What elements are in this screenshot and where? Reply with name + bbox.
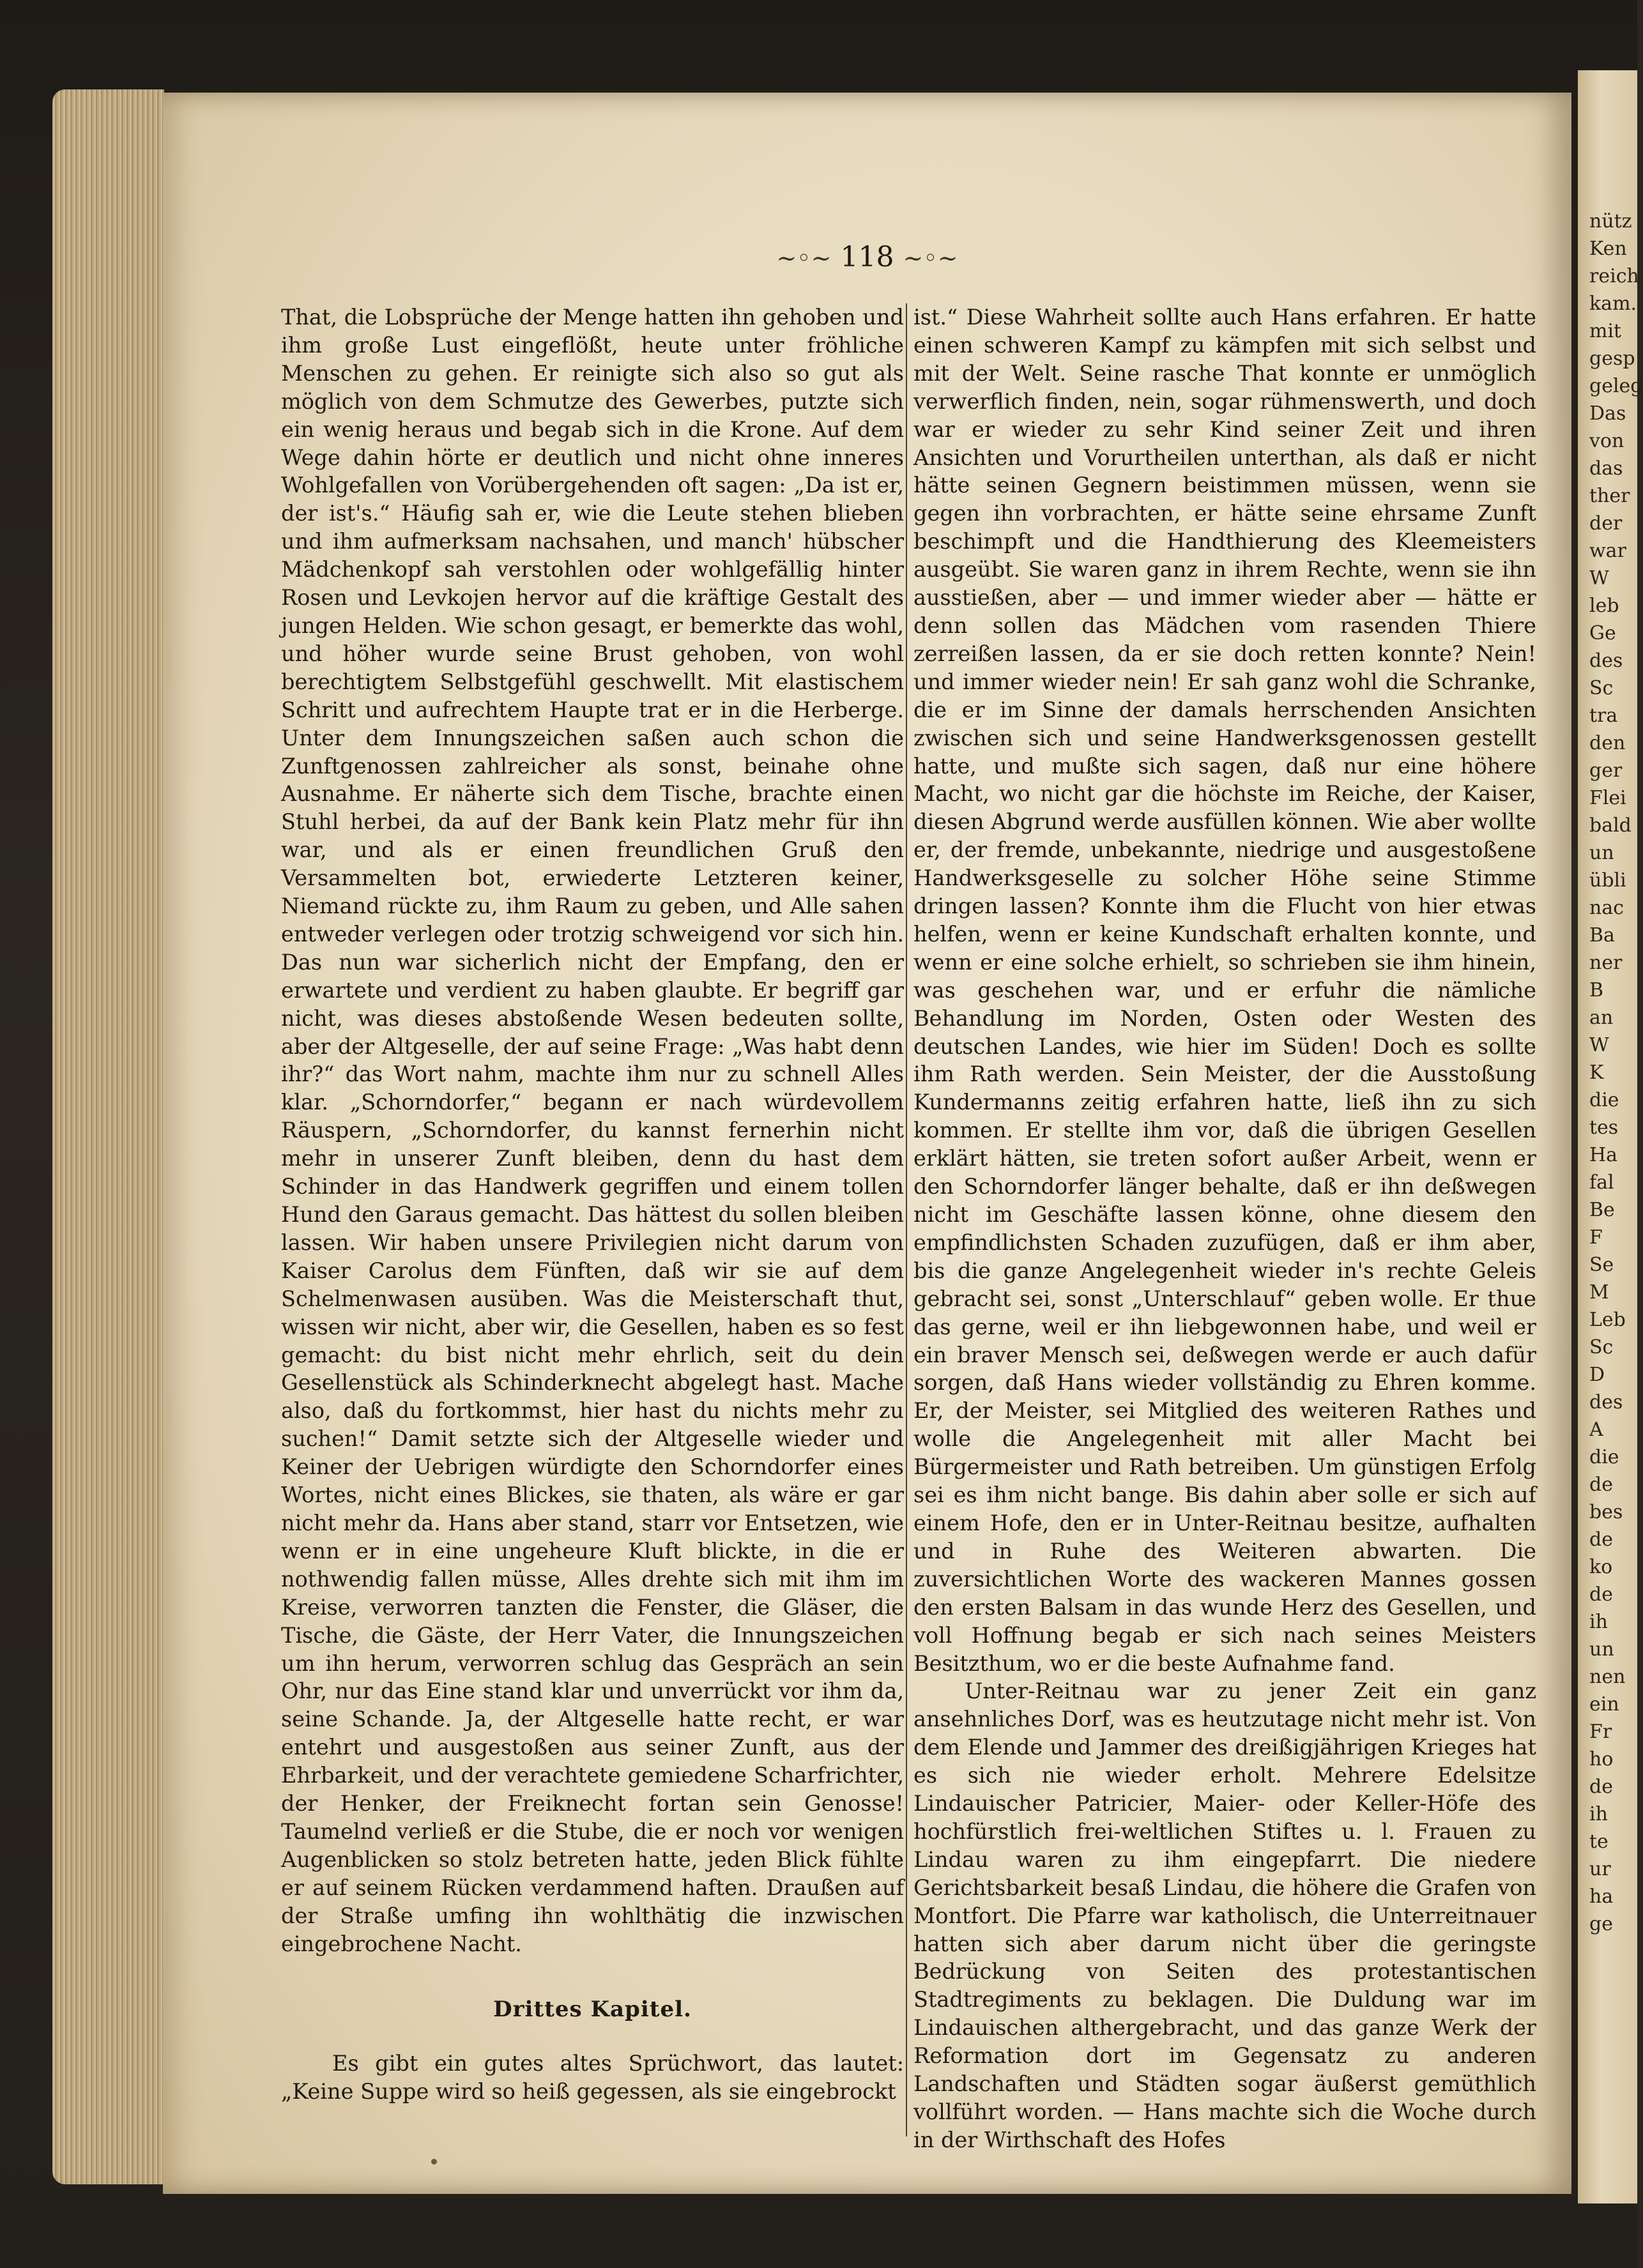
facing-page-fragment: un — [1589, 1638, 1614, 1661]
facing-page-fragment: D — [1589, 1364, 1605, 1386]
facing-page-fragment: Sc — [1589, 1336, 1614, 1359]
chapter-title: Drittes Kapitel. — [493, 1997, 692, 2023]
facing-page-fragment: an — [1589, 1007, 1614, 1029]
facing-page-fragment: ge — [1589, 1913, 1613, 1935]
facing-page-fragment: Sc — [1589, 677, 1614, 699]
page-stack-edge — [52, 89, 164, 2184]
column-divider — [906, 303, 907, 2136]
left-column — [281, 303, 904, 2106]
page-header — [163, 241, 1571, 273]
page-number: 118 — [840, 241, 894, 273]
facing-page-fragment: die — [1589, 1446, 1619, 1468]
right-paragraph-2: Unter-Reitnau war zu jener Zeit ein ganz ansehnliches Dorf, was es heutzutage nicht mehr ist. Von dem Elende und Jammer des dreißigjährigen Krieges hat es sich nie wieder erholt. Mehrere Edelsitze Lindauischer Patricier, Maier- oder Keller-Höfe des hochfürstlich frei-weltlichen Stiftes u. l. Frauen zu Lindau waren zu ihm eingepfarrt. Die niedere Gerichtsbarkeit besaß Lindau, die höhere die Grafen von Montfort. Die Pfarre war katholisch, die Unterreitnauer hatten sich aber darum nicht über die geringste Bedrückung von Seiten des protestantischen Stadtregiments zu beklagen. Die Duldung war im Lindauischen althergebracht, und das ganze Werk der Reformation dort im Gegensatz zu anderen Landschaften und Städten sogar äußerst gemüthlich vollführt worden. — Hans machte sich die Woche durch in der Wirthschaft des Hofes — [913, 1678, 1536, 2152]
facing-page-fragment: un — [1589, 842, 1614, 864]
facing-page-fragment: F — [1589, 1226, 1603, 1249]
facing-page-fragment: ko — [1589, 1556, 1613, 1578]
facing-page-fragment: Leb — [1589, 1309, 1626, 1331]
facing-page-fragment: Be — [1589, 1199, 1615, 1221]
facing-page-fragment: ih — [1589, 1803, 1608, 1825]
facing-page-fragment: war — [1589, 540, 1626, 562]
facing-page-fragment: mit — [1589, 320, 1622, 342]
facing-page-fragment: übli — [1589, 869, 1626, 892]
facing-page-fragment: ih — [1589, 1611, 1608, 1633]
facing-page-fragment: ho — [1589, 1748, 1614, 1770]
facing-page-fragment: Das — [1589, 402, 1626, 425]
facing-page-fragment: bald — [1589, 814, 1632, 837]
facing-page-fragment: geleg — [1589, 375, 1643, 397]
facing-page-fragment: Ha — [1589, 1144, 1618, 1166]
facing-page-edge — [1578, 70, 1643, 2203]
facing-page-fragment: Flei — [1589, 787, 1626, 809]
facing-page-fragment: ner — [1589, 952, 1623, 974]
facing-page-fragment: die — [1589, 1089, 1619, 1111]
facing-page-fragment: de — [1589, 1583, 1613, 1606]
right-column — [913, 303, 1536, 2154]
left-paragraph-1: That, die Lobsprüche der Menge hatten ihn gehoben und ihm große Lust eingeflößt, heute unter fröhliche Menschen zu gehen. Er reinigte sich also so gut als möglich von dem Schmutze des Gewerbes, putzte sich ein wenig heraus und begab sich in die Krone. Auf dem Wege dahin hörte er deutlich und nicht ohne inneres Wohlgefallen von Vorübergehenden oft sagen: „Da ist er, der ist's.“ Häufig sah er, wie die Leute stehen blieben und ihm aufmerksam nachsahen, und manch' hübscher Mädchenkopf sah verstohlen oder wohlgefällig hinter Rosen und Levkojen hervor auf die kräftige Gestalt des jungen Helden. Wie schon gesagt, er bemerkte das wohl, und höher wurde seine Brust gehoben, von wohl berechtigtem Selbstgefühl geschwellt. Mit elastischem Schritt und aufrechtem Haupte trat er in die Herberge. Unter dem Innungszeichen saßen auch schon die Zunftgenossen zahlreicher als sonst, beinahe ohne Ausnahme. Er näherte sich dem Tische, brachte einen Stuhl herbei, da auf der Bank kein Platz mehr für ihn war, und als er einen freundlichen Gruß den Versammelten bot, erwiederte Letzteren keiner, Niemand rückte zu, ihm Raum zu geben, und Alle sahen entweder verlegen oder trotzig schweigend vor sich hin. Das nun war sicherlich nicht der Empfang, den er erwartete und verdient zu haben glaubte. Er begriff gar nicht, was dieses abstoßende Wesen bedeuten sollte, aber der Altgeselle, der auf seine Frage: „Was habt denn ihr?“ das Wort nahm, machte ihm nur zu schnell Alles klar. „Schorndorfer,“ begann er nach würdevollem Räuspern, „Schorndorfer, du kannst fernerhin nicht mehr in unserer Zunft bleiben, denn du hast dem Schinder in das Handwerk gegriffen und einem tollen Hund den Garaus gemacht. Das hättest du sollen bleiben lassen. Wir haben unsere Privilegien nicht darum von Kaiser Carolus dem Fünften, daß wir sie auf dem Schelmenwasen ausüben. Was die Meisterschaft thut, wissen wir nicht, aber wir, die Gesellen, haben es so fest gemacht: du bist nicht mehr ehrlich, seit du dein Gesellenstück als Schinderknecht abgelegt hast. Mache also, daß du fortkommst, hier hast du nichts mehr zu suchen!“ Damit setzte sich der Altgeselle wieder und Keiner der Uebrigen würdigte den Schorndorfer eines Wortes, nicht eines Blickes, sie thaten, als wäre er gar nicht mehr da. Hans aber stand, starr vor Entsetzen, wie wenn er in eine ungeheure Kluft blickte, in die er nothwendig fallen müsse, Alles drehte sich mit ihm im Kreise, verworren tanzten die Fenster, die Gläser, die Tische, die Gäste, der Herr Vater, die Innungszeichen um ihn herum, verworren schlug das Gespräch an sein Ohr, nur das Eine stand klar und unverrückt vor ihm da, seine Schande. Ja, der Altgeselle hatte recht, er war entehrt und ausgestoßen aus seiner Zunft, aus der Ehrbarkeit, und der verachtete gemiedene Scharfrichter, der Henker, der Freiknecht fortan sein Genosse! Taumelnd verließ er die Stube, die er noch vor wenigen Augenblicken so stolz betreten hatte, jeden Blick fühlte er auf seinem Rücken verdammend haften. Draußen auf der Straße umfing ihn wohlthätig die inzwischen eingebrochene Nacht. — [281, 305, 904, 1956]
facing-page-fragment: leb — [1589, 595, 1619, 617]
book-page — [163, 93, 1571, 2194]
facing-page-fragment: der — [1589, 512, 1623, 535]
facing-page-fragment: nütz — [1589, 210, 1632, 232]
facing-page-fragment: des — [1589, 1391, 1623, 1413]
facing-page-fragment: Se — [1589, 1254, 1614, 1276]
facing-page-fragment: te — [1589, 1830, 1609, 1853]
facing-page-fragment: ger — [1589, 759, 1623, 782]
facing-page-fragment: de — [1589, 1528, 1613, 1551]
facing-page-fragment: de — [1589, 1776, 1613, 1798]
facing-page-fragment: W — [1589, 567, 1609, 590]
facing-page-fragment: tra — [1589, 704, 1618, 727]
facing-page-fragment: Ge — [1589, 622, 1616, 644]
facing-page-fragment: Ken — [1589, 238, 1627, 260]
facing-page-fragment: bes — [1589, 1501, 1623, 1523]
facing-page-fragment: ha — [1589, 1885, 1614, 1908]
facing-page-fragment: tes — [1589, 1116, 1619, 1139]
facing-page-fragment: von — [1589, 430, 1624, 452]
facing-page-fragment: nac — [1589, 897, 1624, 919]
facing-page-fragment: K — [1589, 1062, 1604, 1084]
facing-page-fragment: ein — [1589, 1693, 1619, 1716]
header-ornament-right-icon: ~◦~ — [903, 244, 958, 272]
facing-page-fragment: gesp — [1589, 347, 1635, 370]
facing-page-fragment: ther — [1589, 485, 1630, 507]
facing-page-fragment: Ba — [1589, 924, 1615, 947]
facing-page-fragment: fal — [1589, 1171, 1614, 1194]
facing-page-fragment: B — [1589, 979, 1604, 1001]
facing-page-fragment: Fr — [1589, 1721, 1612, 1743]
header-ornament-left-icon: ~◦~ — [776, 244, 832, 272]
facing-page-fragment: des — [1589, 650, 1623, 672]
right-paragraph-1: ist.“ Diese Wahrheit sollte auch Hans erfahren. Er hatte einen schweren Kampf zu kämpfen mit sich selbst und mit der Welt. Seine rasche That konnte er unmöglich verwerflich finden, nein, sogar rühmenswerth, und doch war er wieder zu sehr Kind seiner Zeit und ihren Ansichten und Vorurtheilen unterthan, als daß er nicht hätte seinen Gegnern beistimmen müssen, wenn sie gegen ihn vorbrachten, er hätte seine ehrsame Zunft beschimpft und die Handthierung des Kleemeisters ausgeübt. Sie waren ganz in ihrem Rechte, wenn sie ihn ausstießen, aber — und immer wieder aber — hätte er denn sollen das Mädchen vom rasenden Thiere zerreißen lassen, da er sie doch retten konnte? Nein! und immer wieder nein! Er sah ganz wohl die Schranke, die er im Sinne der damals herrschenden Ansichten zwischen sich und seine Handwerksgenossen gestellt hatte, und mußte sich sagen, daß nur eine höhere Macht, wo nicht gar die höchste im Reiche, der Kaiser, diesen Abgrund werde ausfüllen können. Wie aber wollte er, der fremde, unbekannte, niedrige und ausgestoßene Handwerksgeselle zu solcher Höhe seine Stimme dringen lassen? Konnte ihm die Flucht von hier etwas helfen, wenn er keine Kundschaft erhalten konnte, und wenn er eine solche erhielt, so schrieben sie ihm hinein, was geschehen war, und er erfuhr die nämliche Behandlung im Norden, Osten oder Westen des deutschen Landes, wie hier im Süden! Doch es sollte ihm Rath werden. Sein Meister, der die Ausstoßung Kundermanns zeitig erfahren hatte, ließ ihn zu sich kommen. Er stellte ihm vor, daß die übrigen Gesellen erklärt hätten, sie treten sofort außer Arbeit, wenn er den Schorndorfer länger behalte, daß er ihn deßwegen nicht im Geschäfte lassen könne, ohne diesem den empfindlichsten Schaden zuzufügen, daß er ihm aber, bis die ganze Angelegenheit wieder in's rechte Geleis gebracht sei, sonst „Unterschlauf“ geben wolle. Er thue das gerne, weil er ihn liebgewonnen habe, und weil er ein braver Mensch sei, deßwegen werde er auch dafür sorgen, daß Hans wieder vollständig zu Ehren komme. Er, der Meister, sei Mitglied des weiteren Rathes und wolle die Angelegenheit mit aller Macht bei Bürgermeister und Rath betreiben. Um günstigen Erfolg sei es ihm nicht bange. Bis dahin aber solle er sich auf einem Hofe, den er in Unter-Reitnau besitze, aufhalten und in Ruhe des Weiteren abwarten. Die zuversichtlichen Worte des wackeren Mannes gossen den ersten Balsam in das wunde Herz des Gesellen, und voll Hoffnung begab er sich nach seines Meisters Besitzthum, wo er die beste Aufnahme fand. — [913, 305, 1537, 1676]
facing-page-fragment: den — [1589, 732, 1626, 754]
facing-page-fragment: reich — [1589, 265, 1639, 287]
facing-page-fragment: nen — [1589, 1666, 1626, 1688]
facing-page-text — [1578, 208, 1643, 1938]
facing-page-fragment: A — [1589, 1419, 1603, 1441]
facing-page-fragment: W — [1589, 1034, 1609, 1056]
facing-page-fragment: ur — [1589, 1858, 1611, 1880]
facing-page-fragment: das — [1589, 457, 1623, 480]
ink-spot — [431, 2159, 437, 2165]
facing-page-fragment: M — [1589, 1281, 1609, 1304]
facing-page-fragment: kam. — [1589, 293, 1637, 315]
left-paragraph-2: Es gibt ein gutes altes Sprüchwort, das lautet: „Keine Suppe wird so heiß gegessen, als sie eingebrockt — [281, 2051, 904, 2104]
facing-page-fragment: de — [1589, 1473, 1613, 1496]
